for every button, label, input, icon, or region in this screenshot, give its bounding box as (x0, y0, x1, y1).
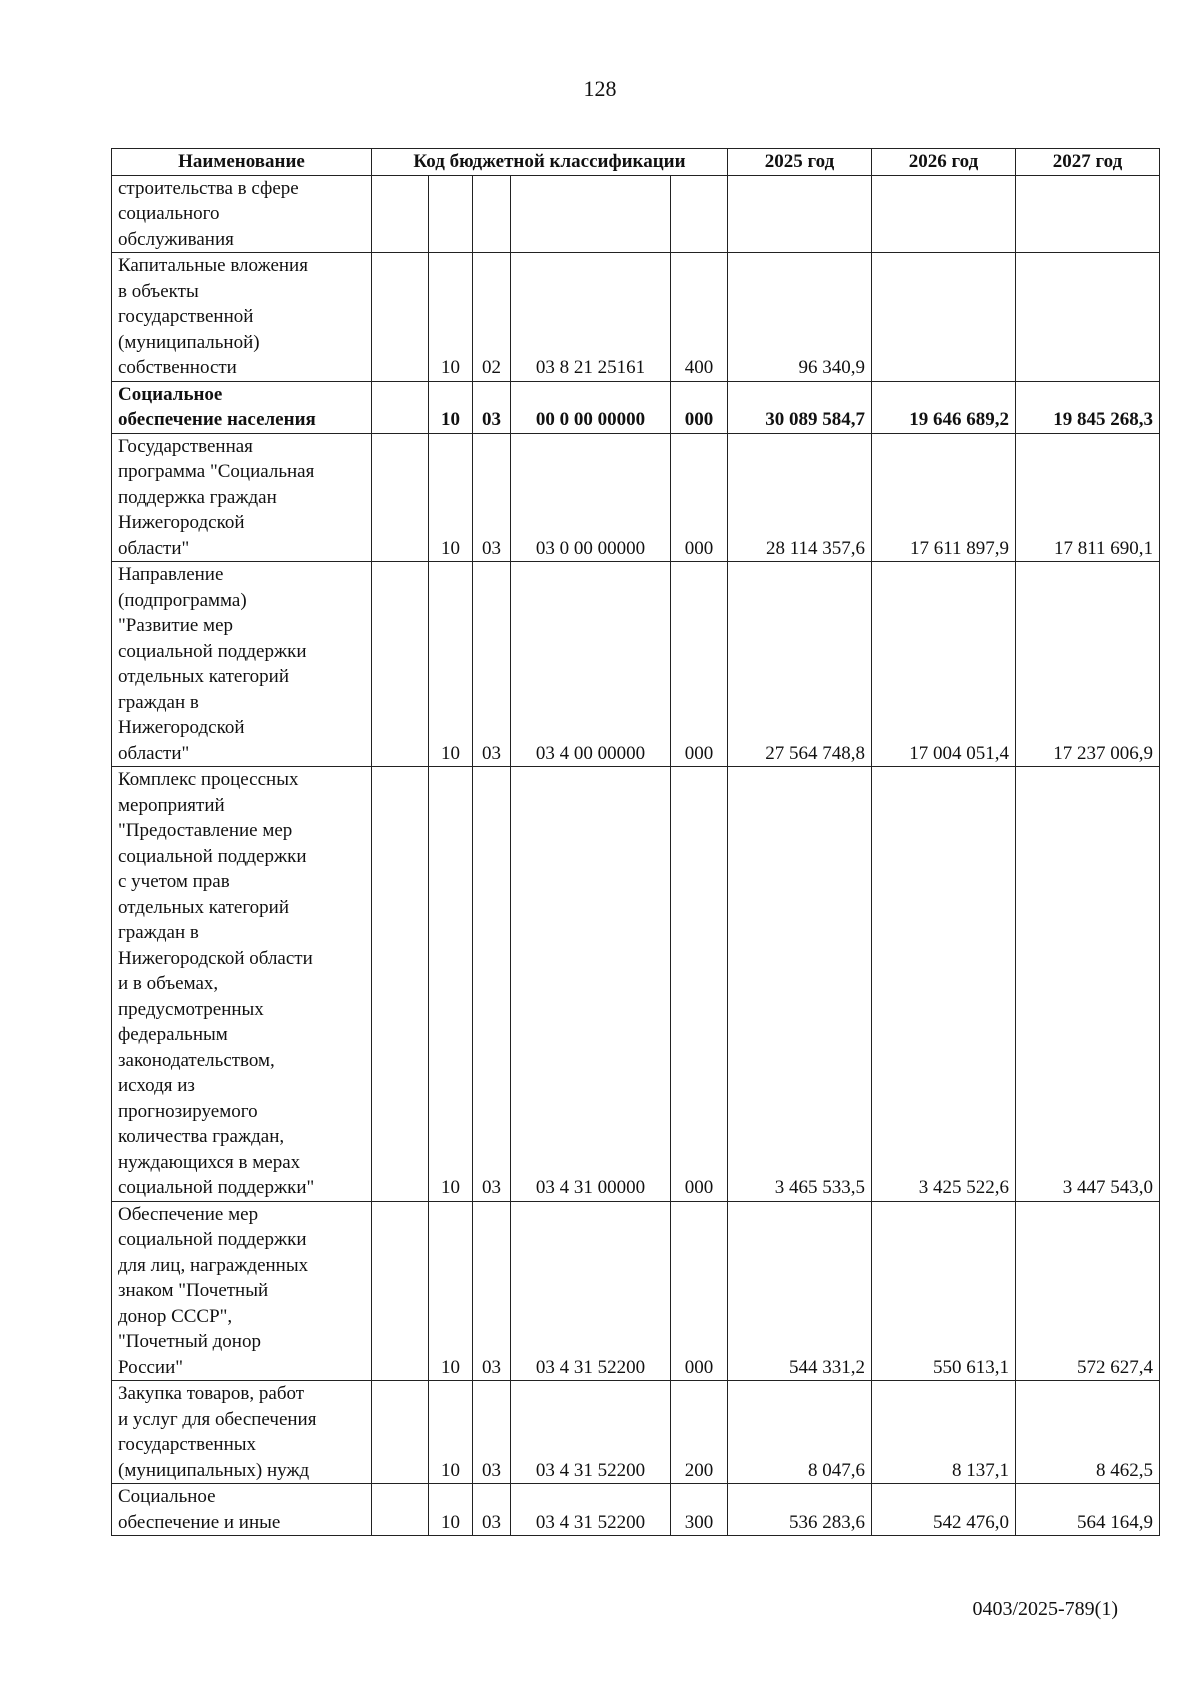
target-article-code: 03 8 21 25161 (511, 253, 671, 382)
value-2025: 30 089 584,7 (728, 381, 872, 433)
value-2025: 3 465 533,5 (728, 767, 872, 1202)
code-cell-1 (372, 1201, 429, 1381)
target-article-code: 03 0 00 00000 (511, 433, 671, 562)
row-name-line: отдельных категорий (118, 896, 290, 918)
subsection-code: 03 (473, 562, 511, 767)
row-name-line: и услуг для обеспечения (118, 1408, 317, 1430)
value-2026: 17 611 897,9 (872, 433, 1016, 562)
row-name-line: законодательством, (118, 1049, 275, 1071)
row-name (112, 253, 372, 382)
row-name-line: области" (118, 742, 190, 764)
row-name-line: социальной поддержки" (118, 1177, 315, 1198)
row-name-line: федеральным (118, 1024, 228, 1045)
row-name-line: предусмотренных (118, 998, 264, 1020)
target-article-code (511, 175, 671, 253)
row-name-line: обслуживания (118, 228, 234, 250)
section-code: 10 (429, 767, 473, 1202)
code-cell-1 (372, 1381, 429, 1484)
expense-type-code: 400 (671, 253, 728, 382)
row-name-line: (муниципальных) нужд (118, 1459, 310, 1481)
section-code: 10 (429, 433, 473, 562)
row-name-line: Социальное (118, 383, 223, 405)
row-name-line: и в объемах, (118, 973, 219, 994)
row-name-line: Нижегородской (118, 512, 245, 533)
value-2025: 96 340,9 (728, 253, 872, 382)
document-code: 0403/2025-789(1) (972, 1598, 1118, 1620)
budget-table (111, 148, 1160, 1536)
row-name-line: обеспечение и иные (118, 1511, 281, 1533)
row-name-line: Капитальные вложения (118, 255, 308, 276)
value-2027: 17 811 690,1 (1016, 433, 1160, 562)
row-name-line: для лиц, награжденных (118, 1254, 309, 1276)
row-name-line: Закупка товаров, работ (118, 1383, 305, 1404)
expense-type-code: 000 (671, 562, 728, 767)
section-code: 10 (429, 253, 473, 382)
row-name-line: собственности (118, 357, 237, 378)
value-2025: 544 331,2 (728, 1201, 872, 1381)
row-name (112, 1201, 372, 1381)
row-name-line: Государственная (118, 435, 253, 457)
row-name (112, 175, 372, 253)
subsection-code: 03 (473, 767, 511, 1202)
row-name-line: количества граждан, (118, 1126, 285, 1147)
subsection-code: 03 (473, 1201, 511, 1381)
expense-type-code: 200 (671, 1381, 728, 1484)
table-row (112, 1381, 1160, 1484)
row-name-line: Направление (118, 564, 224, 585)
header-2027: 2027 год (1016, 149, 1160, 176)
row-name-line: области" (118, 537, 190, 559)
code-cell-1 (372, 767, 429, 1202)
row-name-line: социальной поддержки (118, 845, 307, 867)
value-2026 (872, 253, 1016, 382)
value-2027: 564 164,9 (1016, 1484, 1160, 1536)
table-row (112, 767, 1160, 1202)
code-cell-1 (372, 562, 429, 767)
row-name-line: в объекты (118, 280, 199, 302)
header-name: Наименование (112, 149, 372, 176)
value-2026: 550 613,1 (872, 1201, 1016, 1381)
row-name-line: нуждающихся в мерах (118, 1151, 301, 1173)
code-cell-1 (372, 381, 429, 433)
target-article-code: 03 4 00 00000 (511, 562, 671, 767)
section-code (429, 175, 473, 253)
row-name-line: знаком "Почетный (118, 1280, 269, 1301)
row-name-line: мероприятий (118, 794, 225, 816)
value-2025: 8 047,6 (728, 1381, 872, 1484)
row-name-line: государственных (118, 1434, 257, 1455)
row-name-line: обеспечение населения (118, 409, 316, 430)
row-name-line: социального (118, 203, 220, 224)
code-cell-1 (372, 253, 429, 382)
expense-type-code: 000 (671, 767, 728, 1202)
value-2026: 542 476,0 (872, 1484, 1016, 1536)
value-2027: 572 627,4 (1016, 1201, 1160, 1381)
table-row (112, 1201, 1160, 1381)
row-name-line: государственной (118, 306, 254, 327)
row-name-line: с учетом прав (118, 871, 230, 892)
row-name-line: исходя из (118, 1075, 195, 1096)
value-2027: 17 237 006,9 (1016, 562, 1160, 767)
row-name-line: граждан в (118, 922, 199, 943)
row-name-line: социальной поддержки (118, 1229, 307, 1250)
value-2025: 28 114 357,6 (728, 433, 872, 562)
table-row (112, 253, 1160, 382)
code-cell-1 (372, 433, 429, 562)
value-2027: 3 447 543,0 (1016, 767, 1160, 1202)
value-2027 (1016, 253, 1160, 382)
subsection-code: 03 (473, 433, 511, 562)
subsection-code (473, 175, 511, 253)
row-name-line: России" (118, 1356, 184, 1378)
table-body (112, 175, 1160, 1536)
table-row (112, 562, 1160, 767)
subsection-code: 03 (473, 381, 511, 433)
code-cell-1 (372, 1484, 429, 1536)
row-name-line: Нижегородской (118, 717, 245, 738)
table-row (112, 433, 1160, 562)
row-name-line: донор СССР", (118, 1305, 233, 1327)
expense-type-code (671, 175, 728, 253)
value-2027: 19 845 268,3 (1016, 381, 1160, 433)
row-name-line: Обеспечение мер (118, 1203, 259, 1225)
section-code: 10 (429, 1484, 473, 1536)
expense-type-code: 000 (671, 1201, 728, 1381)
row-name-line: социальной поддержки (118, 640, 307, 662)
table-row (112, 1484, 1160, 1536)
row-name-line: прогнозируемого (118, 1100, 258, 1122)
section-code: 10 (429, 1201, 473, 1381)
value-2026: 8 137,1 (872, 1381, 1016, 1484)
row-name-line: Комплекс процессных (118, 769, 299, 790)
target-article-code: 03 4 31 52200 (511, 1484, 671, 1536)
value-2026: 19 646 689,2 (872, 381, 1016, 433)
value-2025: 536 283,6 (728, 1484, 872, 1536)
value-2027 (1016, 175, 1160, 253)
row-name-line: (подпрограмма) (118, 589, 247, 611)
expense-type-code: 300 (671, 1484, 728, 1536)
row-name-line: "Развитие мер (118, 615, 234, 636)
row-name (112, 433, 372, 562)
row-name (112, 562, 372, 767)
table-row (112, 175, 1160, 253)
value-2026 (872, 175, 1016, 253)
row-name (112, 381, 372, 433)
expense-type-code: 000 (671, 381, 728, 433)
header-2025: 2025 год (728, 149, 872, 176)
table-header-row (112, 149, 1160, 176)
expense-type-code: 000 (671, 433, 728, 562)
code-cell-1 (372, 175, 429, 253)
header-code: Код бюджетной классификации (372, 149, 728, 176)
table-row (112, 381, 1160, 433)
subsection-code: 03 (473, 1484, 511, 1536)
section-code: 10 (429, 562, 473, 767)
row-name-line: (муниципальной) (118, 331, 260, 353)
page-number: 128 (583, 76, 617, 101)
target-article-code: 03 4 31 52200 (511, 1201, 671, 1381)
target-article-code: 00 0 00 00000 (511, 381, 671, 433)
section-code: 10 (429, 1381, 473, 1484)
header-2026: 2026 год (872, 149, 1016, 176)
row-name-line: Социальное (118, 1486, 216, 1507)
row-name (112, 767, 372, 1202)
row-name-line: отдельных категорий (118, 666, 290, 687)
subsection-code: 03 (473, 1381, 511, 1484)
row-name-line: "Предоставление мер (118, 820, 293, 841)
row-name-line: граждан в (118, 691, 199, 713)
value-2026: 3 425 522,6 (872, 767, 1016, 1202)
row-name (112, 1381, 372, 1484)
row-name-line: "Почетный донор (118, 1331, 261, 1352)
target-article-code: 03 4 31 00000 (511, 767, 671, 1202)
row-name-line: программа "Социальная (118, 461, 315, 482)
value-2027: 8 462,5 (1016, 1381, 1160, 1484)
target-article-code: 03 4 31 52200 (511, 1381, 671, 1484)
row-name-line: поддержка граждан (118, 486, 277, 508)
value-2026: 17 004 051,4 (872, 562, 1016, 767)
row-name (112, 1484, 372, 1536)
row-name-line: строительства в сфере (118, 177, 299, 199)
section-code: 10 (429, 381, 473, 433)
row-name-line: Нижегородской области (118, 947, 313, 969)
value-2025: 27 564 748,8 (728, 562, 872, 767)
subsection-code: 02 (473, 253, 511, 382)
value-2025 (728, 175, 872, 253)
